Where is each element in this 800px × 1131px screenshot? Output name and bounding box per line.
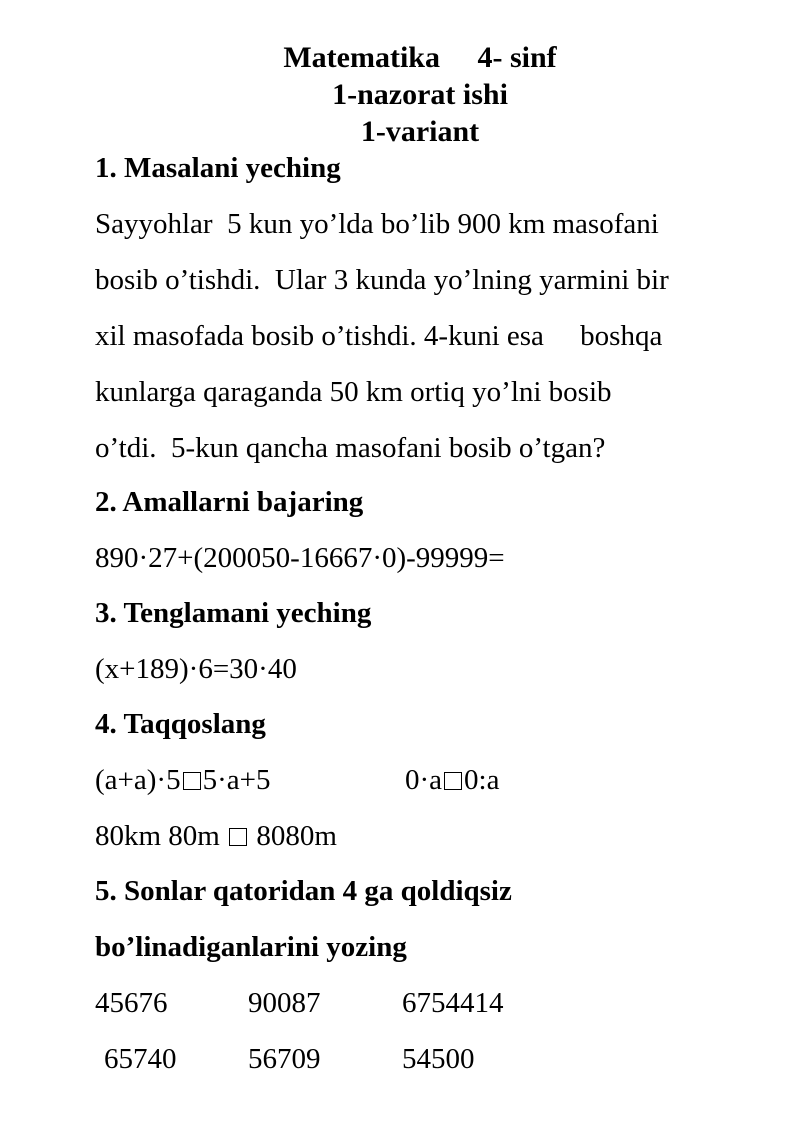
comparison-2: [405, 762, 499, 798]
comparison-3-left: 80km 80m: [95, 820, 220, 852]
task1-text-line: kunlarga qaraganda 50 km ortiq yo’lni bosib: [95, 376, 612, 408]
task2-expression: 890·27+(200050-16667·0)-99999=: [95, 542, 505, 574]
header-test-title: 1-nazorat ishi: [332, 78, 508, 111]
comparison-1-left: (a+a)·5: [95, 764, 181, 796]
task1-text-line: o’tdi. 5-kun qancha masofani bosib o’tgan?: [95, 432, 606, 464]
comparison-1: [95, 762, 270, 798]
task5-title: 5. Sonlar qatoridan 4 ga qoldiqsiz: [95, 875, 512, 907]
comparison-3-right: 8080m: [256, 820, 337, 852]
comparison-2-right: 0:a: [464, 764, 500, 796]
comparison-3: [95, 818, 337, 854]
task4-title: 4. Taqqoslang: [95, 708, 266, 740]
task1-title: 1. Masalani yeching: [95, 152, 341, 184]
task1-text-line: bosib o’tishdi. Ular 3 kunda yo’lning yarmini bir: [95, 264, 669, 296]
number-item: 56709: [248, 1043, 321, 1075]
number-item: 45676: [95, 987, 168, 1019]
task1-text-line: Sayyohlar 5 kun yo’lda bo’lib 900 km masofani: [95, 208, 659, 240]
compare-box[interactable]: [444, 772, 462, 790]
header-variant: 1-variant: [360, 115, 480, 148]
number-item: 65740: [104, 1043, 177, 1075]
compare-box[interactable]: [183, 772, 201, 790]
task2-title: 2. Amallarni bajaring: [95, 486, 364, 518]
task3-title: 3. Tenglamani yeching: [95, 597, 372, 629]
task5-title-continued: bo’linadiganlarini yozing: [95, 931, 407, 963]
compare-box[interactable]: [229, 828, 247, 846]
number-item: 6754414: [402, 987, 504, 1019]
comparison-1-right: 5·a+5: [202, 764, 271, 796]
comparison-2-left: 0·a: [405, 764, 443, 796]
task1-text-line: xil masofada bosib o’tishdi. 4-kuni esa boshqa: [95, 320, 663, 352]
task3-equation: (x+189)·6=30·40: [95, 653, 297, 685]
header-subject-grade: Matematika 4- sinf: [283, 41, 557, 74]
number-item: 90087: [248, 987, 321, 1019]
number-item: 54500: [402, 1043, 475, 1075]
